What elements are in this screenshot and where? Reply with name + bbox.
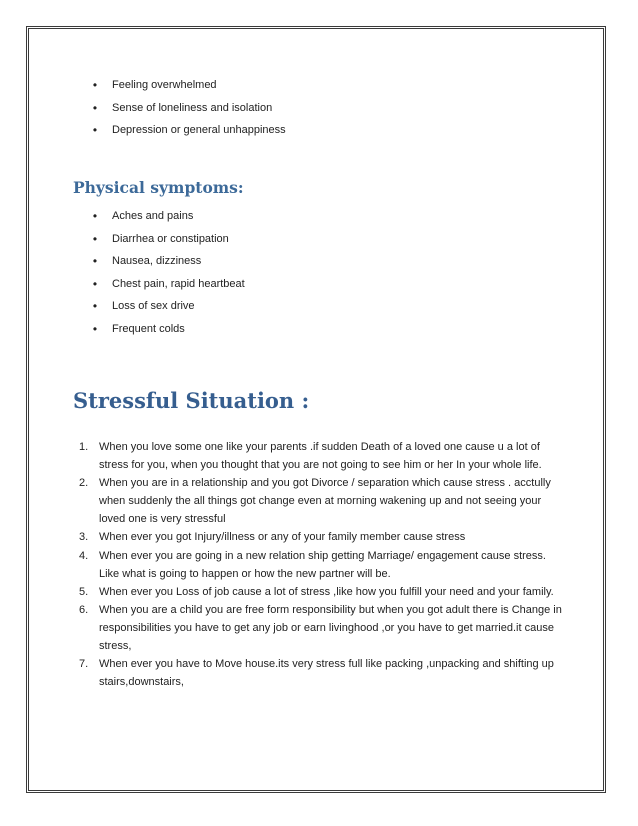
bullet-icon: • (92, 100, 98, 115)
bullet-icon: • (92, 231, 98, 246)
list-item: • Frequent colds (87, 318, 567, 341)
item-number: 4. (79, 549, 89, 562)
item-text: When you are a child you are free form responsibility but when you got adult there is Change in responsibilities you have to get any job or earn livinghood ,or you have to get married.it cause stress, (99, 603, 562, 653)
item-number: 7. (79, 658, 89, 671)
list-item (79, 438, 569, 474)
item-text: When ever you Loss of job cause a lot of stress ,like how you fulfill your need and your family. (99, 585, 554, 598)
list-item (79, 474, 569, 528)
stressful-situation-heading: Stressful Situation : (73, 388, 310, 413)
list-item (79, 528, 569, 546)
item-text: When ever you are going in a new relation ship getting Marriage/ engagement cause stress. Like what is going to happen or how the new partner will be. (99, 549, 546, 580)
list-item (79, 601, 569, 655)
item-text: When you love some one like your parents .if sudden Death of a loved one cause u a lot of stress for you, when you thought that you are not going to see him or her In your whole life. (99, 441, 542, 472)
physical-symptoms-list (87, 205, 567, 340)
list-item (79, 583, 569, 601)
bullet-icon: • (92, 276, 98, 291)
stressful-situations-list (79, 438, 569, 691)
bullet-icon: • (92, 299, 98, 313)
item-number: 1. (79, 441, 89, 453)
physical-symptoms-heading: Physical symptoms: (73, 178, 244, 197)
item-number: 6. (79, 603, 89, 616)
list-item: • Aches and pains (87, 205, 567, 228)
bullet-icon: • (92, 209, 98, 223)
list-item: • Loss of sex drive (87, 295, 567, 318)
emotional-symptoms-list (87, 74, 567, 142)
bullet-icon: • (92, 321, 98, 336)
item-text: When ever you have to Move house.its very stress full like packing ,unpacking and shifting up stairs,downstairs, (99, 658, 554, 689)
bullet-icon: • (92, 78, 98, 92)
list-item: • Nausea, dizziness (87, 250, 567, 273)
item-number: 2. (79, 477, 89, 490)
item-number: 5. (79, 585, 89, 598)
list-item (79, 655, 569, 691)
list-item: • Chest pain, rapid heartbeat (87, 273, 567, 296)
bullet-icon: • (92, 123, 98, 137)
list-item (79, 547, 569, 583)
list-item: • Feeling overwhelmed (87, 74, 567, 97)
list-item: • Sense of loneliness and isolation (87, 97, 567, 120)
list-item: • Diarrhea or constipation (87, 228, 567, 251)
item-text: When you are in a relationship and you got Divorce / separation which cause stress . acctully when suddenly the all things got change even at morning wakening up and not seeing your loved one is very stressful (99, 477, 551, 526)
item-number: 3. (79, 531, 89, 544)
list-item: • Depression or general unhappiness (87, 119, 567, 142)
bullet-icon: • (92, 254, 98, 268)
item-text: When ever you got Injury/illness or any of your family member cause stress (99, 531, 466, 544)
